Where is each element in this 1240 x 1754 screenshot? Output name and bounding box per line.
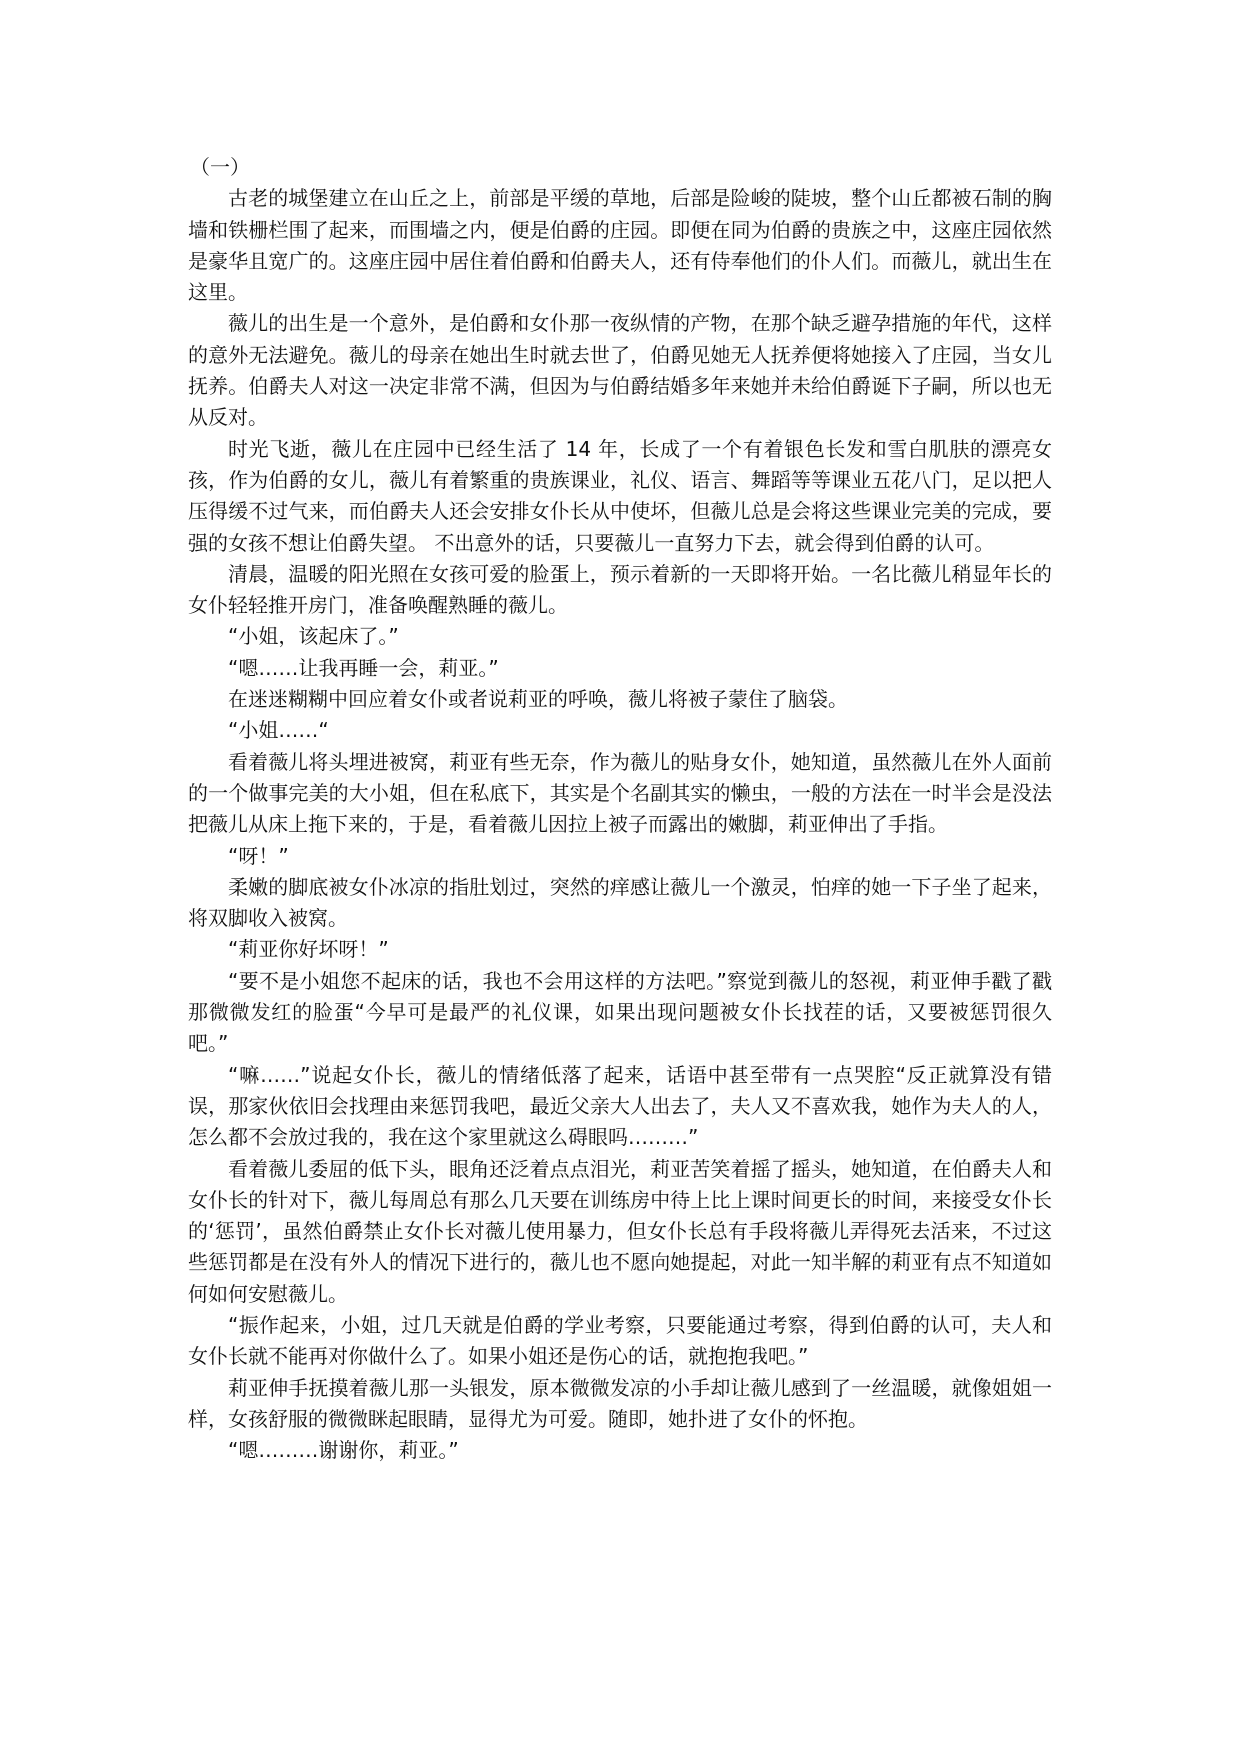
dialogue-line: “莉亚你好坏呀！”: [228, 937, 389, 962]
dialogue-line: “小姐，该起床了。”: [228, 624, 399, 649]
paragraph: 薇儿的出生是一个意外，是伯爵和女仆那一夜纵情的产物，在那个缺乏避孕措施的年代，这样的意外无法避免。薇儿的母亲在她出生时就去世了，伯爵见她无人抚养便将她接入了庄园，当女儿抚养。伯爵夫人对这一决定非常不满，但因为与伯爵结婚多年来她并未给伯爵诞下子嗣，所以也无从反对。: [188, 311, 1052, 430]
paragraph: “嘛……”说起女仆长，薇儿的情绪低落了起来，话语中甚至带有一点哭腔“反正就算没有错误，那家伙依旧会找理由来惩罚我吧，最近父亲大人出去了，夫人又不喜欢我，她作为夫人的人，怎么都不会放过我的，我在这个家里就这么碍眼吗………”: [188, 1062, 1052, 1150]
document-body: [188, 152, 1052, 1466]
chapter-heading: （一）: [190, 155, 250, 179]
dialogue-line: “呀！”: [228, 843, 289, 868]
paragraph: 柔嫩的脚底被女仆冰凉的指肚划过，突然的痒感让薇儿一个激灵，怕痒的她一下子坐了起来，将双脚收入被窝。: [188, 874, 1052, 931]
paragraph: 清晨，温暖的阳光照在女孩可爱的脸蛋上，预示着新的一天即将开始。一名比薇儿稍显年长的女仆轻轻推开房门，准备唤醒熟睡的薇儿。: [188, 561, 1052, 618]
dialogue-line: “嗯………谢谢你，莉亚。”: [228, 1438, 459, 1463]
paragraph: 古老的城堡建立在山丘之上，前部是平缓的草地，后部是险峻的陡坡，整个山丘都被石制的胸墙和铁栅栏围了起来，而围墙之内，便是伯爵的庄园。即便在同为伯爵的贵族之中，这座庄园依然是豪华且宽广的。这座庄园中居住着伯爵和伯爵夫人，还有侍奉他们的仆人们。而薇儿，就出生在这里。: [188, 186, 1052, 305]
paragraph: “要不是小姐您不起床的话，我也不会用这样的方法吧。”察觉到薇儿的怒视，莉亚伸手戳了戳那微微发红的脸蛋“今早可是最严的礼仪课，如果出现问题被女仆长找茬的话，又要被惩罚很久吧。”: [188, 968, 1052, 1056]
paragraph: 看着薇儿将头埋进被窝，莉亚有些无奈，作为薇儿的贴身女仆，她知道，虽然薇儿在外人面前的一个做事完美的大小姐，但在私底下，其实是个名副其实的懒虫，一般的方法在一时半会是没法把薇儿从床上拖下来的，于是，看着薇儿因拉上被子而露出的嫩脚，莉亚伸出了手指。: [188, 749, 1052, 837]
paragraph: 莉亚伸手抚摸着薇儿那一头银发，原本微微发凉的小手却让薇儿感到了一丝温暖，就像姐姐一样，女孩舒服的微微眯起眼睛，显得尤为可爱。随即，她扑进了女仆的怀抱。: [188, 1375, 1052, 1431]
dialogue-line: “嗯……让我再睡一会，莉亚。”: [228, 655, 499, 680]
paragraph: 看着薇儿委屈的低下头，眼角还泛着点点泪光，莉亚苦笑着摇了摇头，她知道，在伯爵夫人和女仆长的针对下，薇儿每周总有那么几天要在训练房中待上比上课时间更长的时间，来接受女仆长的‘惩罚’，虽然伯爵禁止女仆长对薇儿使用暴力，但女仆长总有手段将薇儿弄得死去活来，不过这些惩罚都是在没有外人的情况下进行的，薇儿也不愿向她提起，对此一知半解的莉亚有点不知道如何如何安慰薇儿。: [188, 1156, 1052, 1306]
dialogue-line: “小姐……“: [228, 718, 329, 743]
paragraph: 时光飞逝，薇儿在庄园中已经生活了 14 年，长成了一个有着银色长发和雪白肌肤的漂亮女孩，作为伯爵的女儿，薇儿有着繁重的贵族课业，礼仪、语言、舞蹈等等课业五花八门，足以把人压得缓不过气来，而伯爵夫人还会安排女仆长从中使坏，但薇儿总是会将这些课业完美的完成，要强的女孩不想让伯爵失望。 不出意外的话，只要薇儿一直努力下去，就会得到伯爵的认可。: [188, 436, 1052, 555]
paragraph: 在迷迷糊糊中回应着女仆或者说莉亚的呼唤，薇儿将被子蒙住了脑袋。: [228, 687, 848, 712]
paragraph: “振作起来，小姐，过几天就是伯爵的学业考察，只要能通过考察，得到伯爵的认可，夫人和女仆长就不能再对你做什么了。如果小姐还是伤心的话，就抱抱我吧。”: [188, 1312, 1052, 1369]
